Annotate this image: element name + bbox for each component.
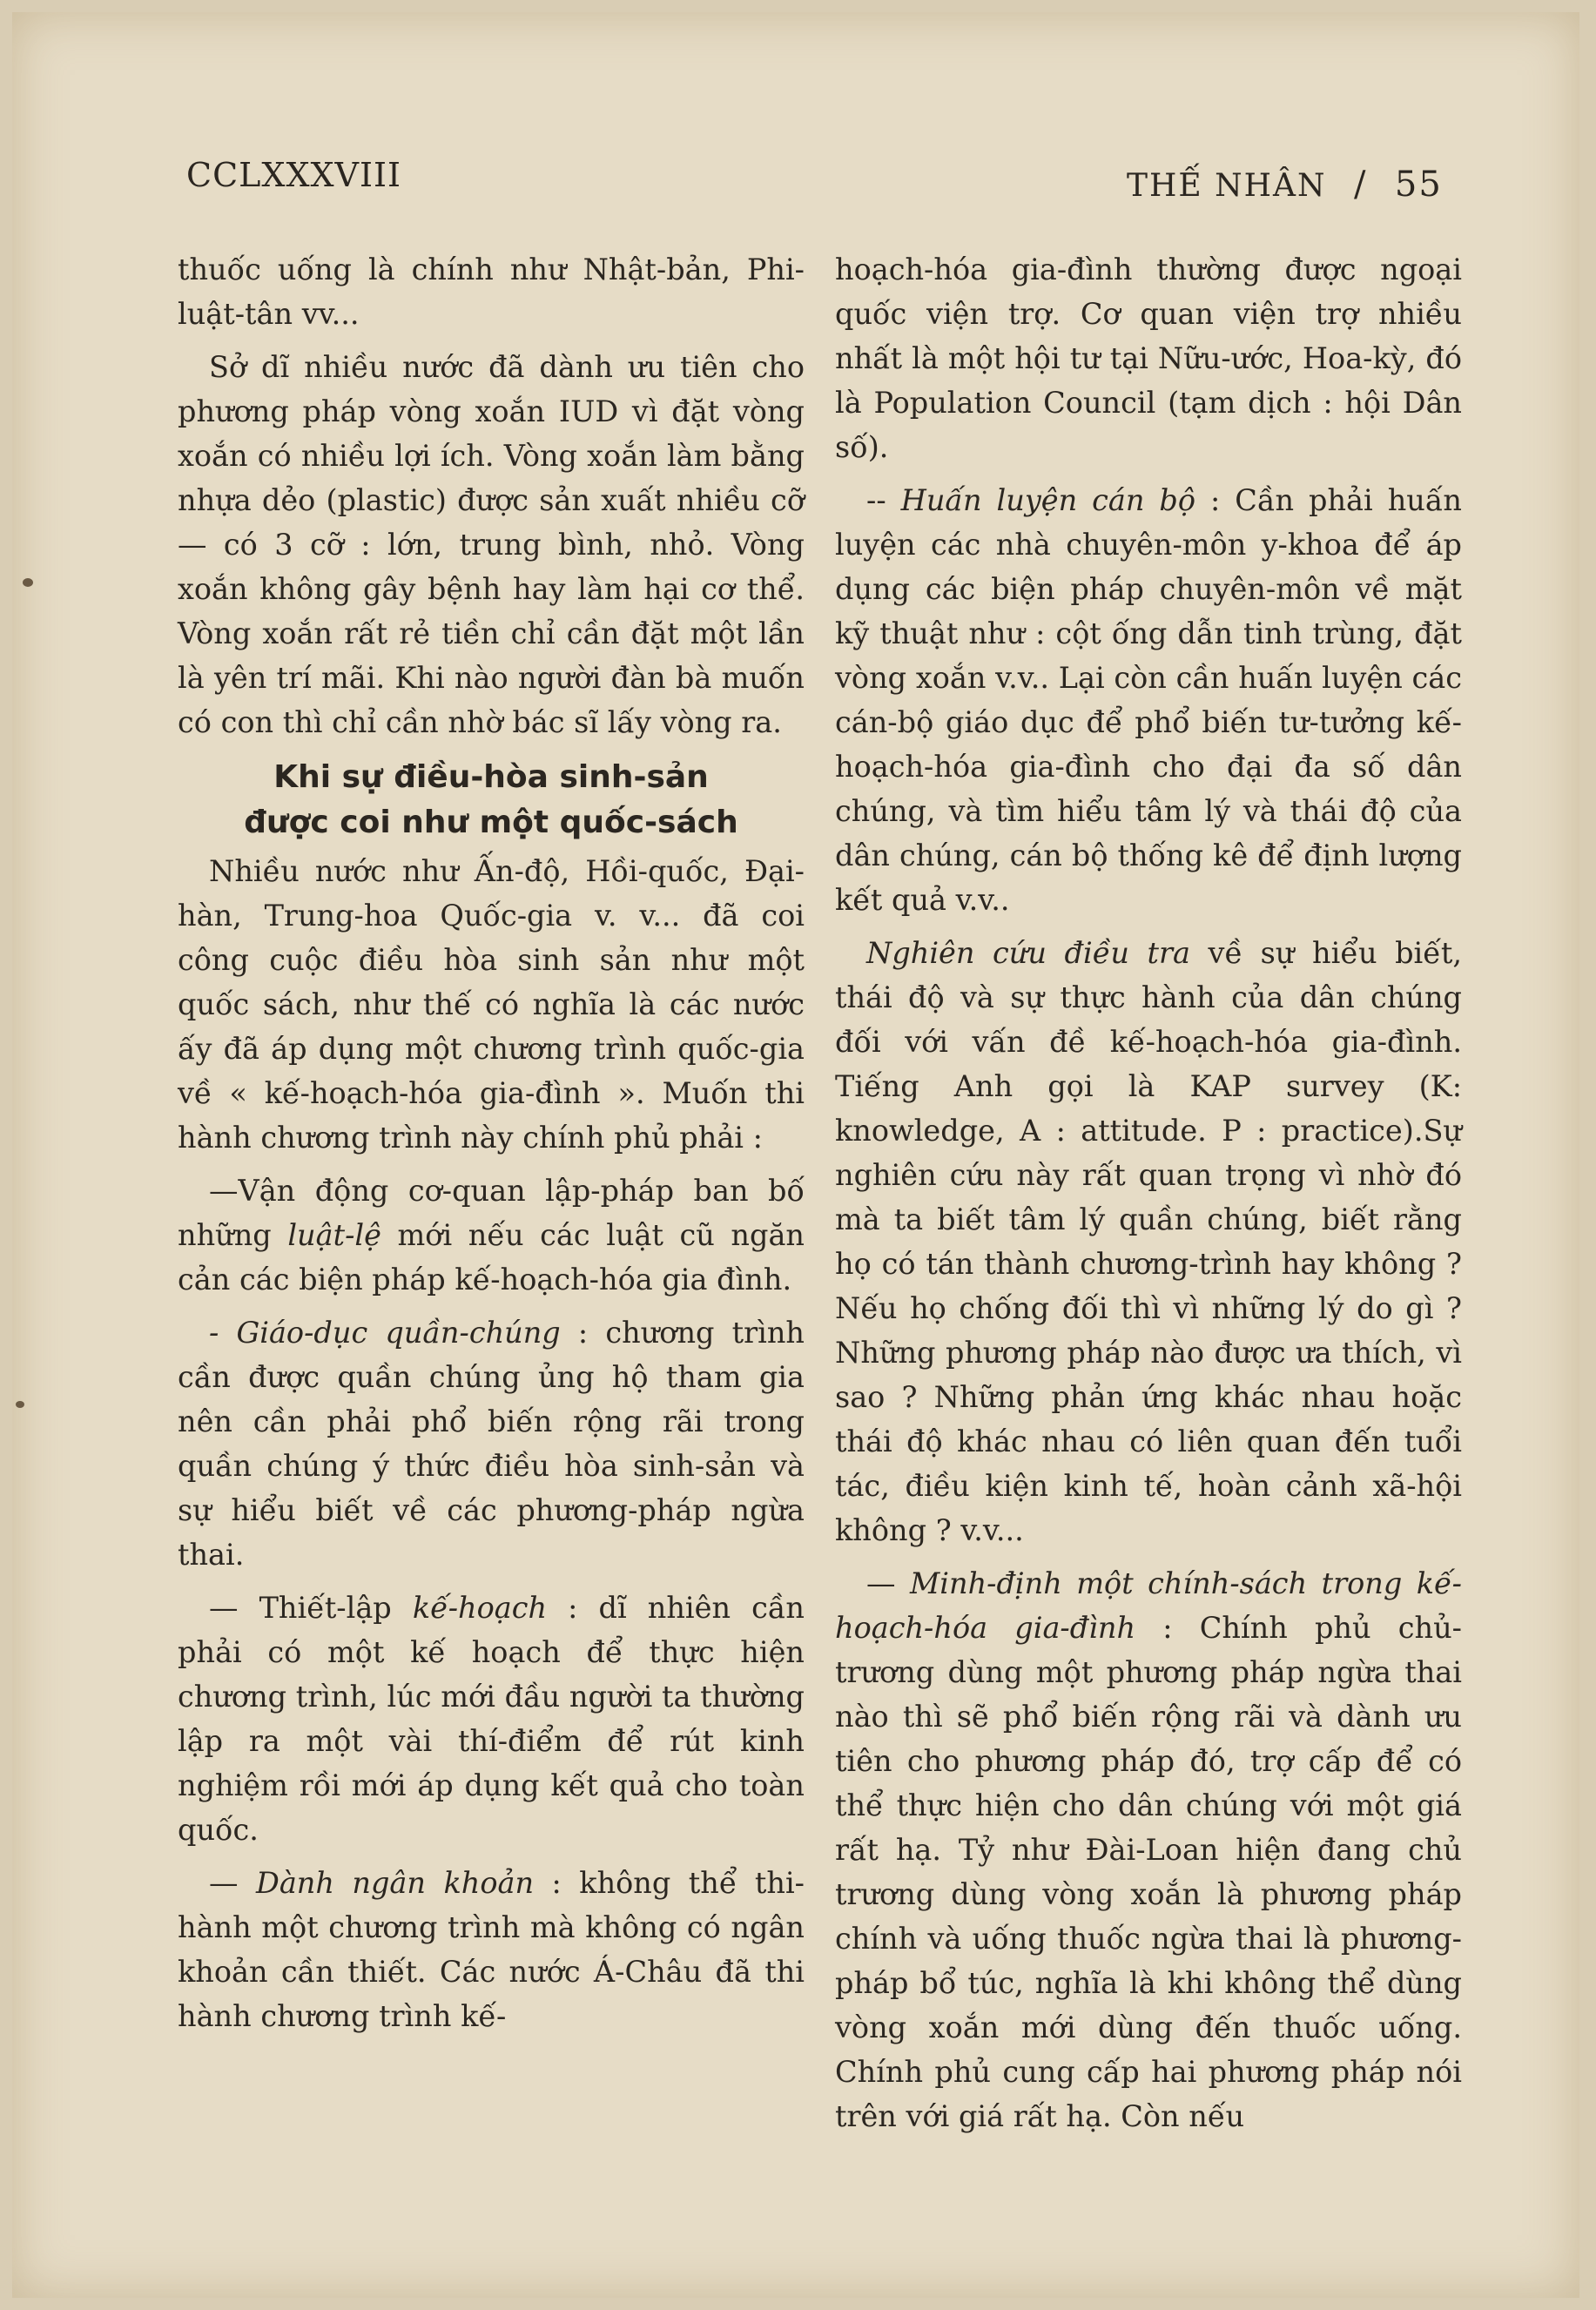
paragraph: — Dành ngân khoản : không thể thi-hành một chương trình mà không có ngân khoản cần thiết. Các nước Á-Châu đã thi hành chương trình kế- [178, 1866, 805, 2033]
paragraph: — Thiết-lập kế-hoạch : dĩ nhiên cần phải có một kế hoạch để thực hiện chương trình, lúc mới đầu người ta thường lập ra một vài thí-điểm để rút kinh nghiệm rồi mới áp dụng kết quả cho toàn quốc. [178, 1591, 805, 1847]
paragraph: - Giáo-dục quần-chúng : chương trình cần được quần chúng ủng hộ tham gia nên cần phải phổ biến rộng rãi trong quần chúng ý thức điều hòa sinh-sản và sự hiểu biết về các phương-pháp ngừa thai. [178, 1316, 805, 1572]
italic-term: Minh-định một chính-sách trong kế-hoạch-hóa gia-đình [835, 1566, 1462, 1645]
paragraph: thuốc uống là chính như Nhật-bản, Phi-luật-tân vv... [178, 253, 805, 331]
left-column [178, 247, 805, 2047]
italic-term: luật-lệ [287, 1218, 381, 1252]
book-page [12, 12, 1579, 2298]
roman-page-number: CCLXXXVIII [186, 156, 402, 194]
paragraph: Nhiều nước như Ấn-độ, Hồi-quốc, Đại-hàn, Trung-hoa Quốc-gia v. v... đã coi công cuộc điều hòa sinh sản như một quốc sách, như thế có nghĩa là các nước ấy đã áp dụng một chương trình quốc-gia về « kế-hoạch-hóa gia-đình ». Muốn thi hành chương trình này chính phủ phải : [178, 854, 805, 1155]
paragraph: — Minh-định một chính-sách trong kế-hoạch-hóa gia-đình : Chính phủ chủ-trương dùng một phương pháp ngừa thai nào thì sẽ phổ biến rộng rãi và dành ưu tiên cho phương pháp đó, trợ cấp để có thể thực hiện cho dân chúng với một giá rất hạ. Tỷ như Đài-Loan hiện đang chủ trương dùng vòng xoắn là phương pháp chính và uống thuốc ngừa thai là phương-pháp bổ túc, nghĩa là khi không thể dùng vòng xoắn mới dùng đến thuốc uống. Chính phủ cung cấp hai phương pháp nói trên với giá rất hạ. Còn nếu [835, 1566, 1462, 2133]
section-heading-line: được coi như một quốc-sách [244, 805, 738, 840]
paragraph: Nghiên cứu điều tra về sự hiểu biết, thái độ và sự thực hành của dân chúng đối với vấn đề kế-hoạch-hóa gia-đình. Tiếng Anh gọi là KAP survey (K: knowledge, A : attitude. P : practice).Sự nghiên cứu này rất quan trọng vì nhờ đó mà ta biết tâm lý quần chúng, biết rằng họ có tán thành chương-trình hay không ? Nếu họ chống đối thì vì những lý do gì ? Những phương pháp nào được ưa thích, vì sao ? Những phản ứng khác nhau hoặc thái độ khác nhau có liên quan đến tuổi tác, điều kiện kinh tế, hoàn cảnh xã-hội không ? v.v... [835, 936, 1462, 1547]
page-number: 55 [1394, 165, 1443, 205]
ink-spot [16, 1401, 24, 1408]
italic-term: Nghiên cứu điều tra [866, 936, 1190, 970]
section-heading [178, 755, 805, 845]
running-header [1127, 165, 1443, 205]
italic-term: kế-hoạch [412, 1591, 548, 1625]
paragraph: -- Huấn luyện cán bộ : Cần phải huấn luyện các nhà chuyên-môn y-khoa để áp dụng các biện pháp chuyên-môn về mặt kỹ thuật như : cột ống dẫn tinh trùng, đặt vòng xoắn v.v.. Lại còn cần huấn luyện các cán-bộ giáo dục để phổ biến tư-tưởng kế-hoạch-hóa gia-đình cho đại đa số dân chúng, và tìm hiểu tâm lý và thái độ của dân chúng, cán bộ thống kê để định lượng kết quả v.v.. [835, 483, 1462, 917]
magazine-title: THẾ NHÂN [1127, 168, 1327, 204]
paragraph: Sở dĩ nhiều nước đã dành ưu tiên cho phương pháp vòng xoắn IUD vì đặt vòng xoắn có nhiều lợi ích. Vòng xoắn làm bằng nhựa dẻo (plastic) được sản xuất nhiều cỡ — có 3 cỡ : lớn, trung bình, nhỏ. Vòng xoắn không gây bệnh hay làm hại cơ thể. Vòng xoắn rất rẻ tiền chỉ cần đặt một lần là yên trí mãi. Khi nào người đàn bà muốn có con thì chỉ cần nhờ bác sĩ lấy vòng ra. [178, 350, 805, 739]
italic-term: - Giáo-dục quần-chúng [209, 1316, 561, 1350]
italic-term: Huấn luyện cán bộ [900, 483, 1196, 517]
italic-term: Dành ngân khoản [255, 1866, 535, 1900]
paragraph: hoạch-hóa gia-đình thường được ngoại quốc viện trợ. Cơ quan viện trợ nhiều nhất là một hội tư tại Nữu-ước, Hoa-kỳ, đó là Population Council (tạm dịch : hội Dân số). [835, 253, 1462, 464]
ink-spot [23, 578, 33, 587]
header-slash: / [1353, 165, 1368, 205]
right-column [835, 247, 1462, 2147]
section-heading-line: Khi sự điều-hòa sinh-sản [273, 759, 709, 795]
paragraph: —Vận động cơ-quan lập-pháp ban bố những luật-lệ mới nếu các luật cũ ngăn cản các biện pháp kế-hoạch-hóa gia đình. [178, 1174, 805, 1296]
